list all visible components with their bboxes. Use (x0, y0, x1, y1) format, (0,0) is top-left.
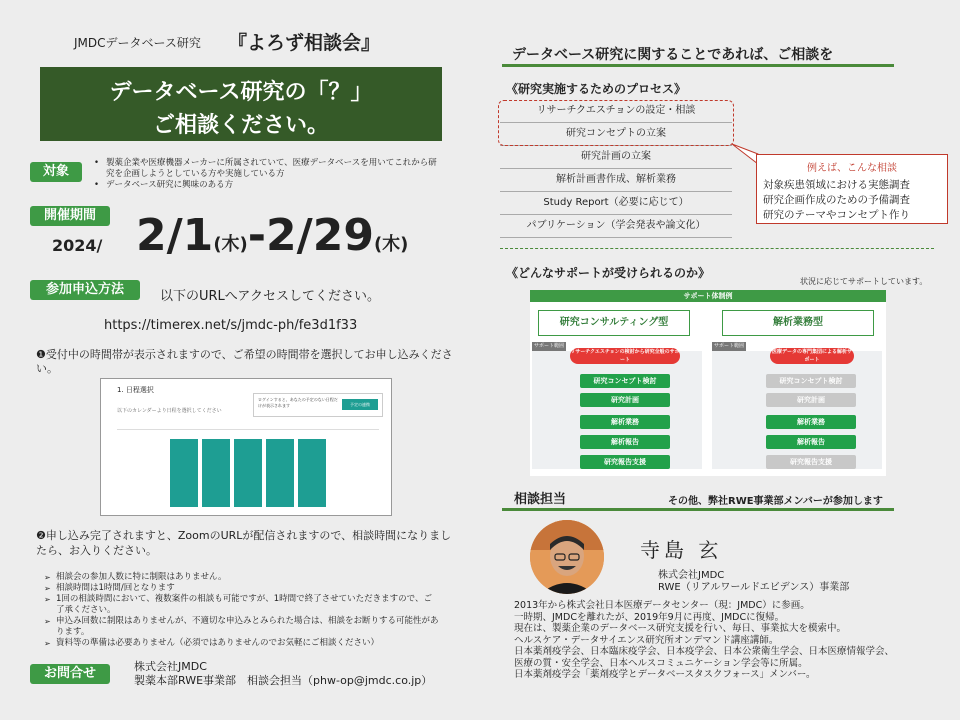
period-year: 2024/ (52, 236, 103, 255)
left-support-item: 解析業務 (580, 415, 670, 429)
left-support-item: 研究計画 (580, 393, 670, 407)
banner-line-2: ご相談ください。 (152, 113, 329, 138)
calendar-title: 1. 日程選択 (117, 386, 154, 394)
right-scope (712, 351, 882, 469)
time-slot[interactable] (297, 438, 327, 508)
target-item: • 製薬企業や医療機器メーカーに所属されていて、医療データベースを用いてこれから研究を企画しようとしている方や実施している方 (90, 158, 440, 180)
calendar-note: 以下のカレンダーより日程を選択してください (117, 408, 222, 414)
main-banner (40, 67, 442, 141)
time-slot[interactable] (265, 438, 295, 508)
right-heading-rule (502, 64, 894, 67)
example-item: 対象疾患領域における実態調査 (763, 179, 910, 191)
target-item: • データベース研究に興味のある方 (90, 180, 440, 191)
consultant-name: 寺島 玄 (640, 538, 723, 562)
process-step: パブリケーション（学会発表や論文化） (500, 215, 732, 238)
support-title: 《どんなサポートが受けられるのか》 (506, 266, 711, 280)
right-support-item: 研究報告支援 (766, 455, 856, 469)
analysis-type: 解析業務型 (722, 310, 874, 336)
right-top-pill: 医療データの専門集団による解析サポート (771, 349, 852, 363)
contact-dept[interactable]: 製薬本部RWE事業部 相談会担当（phw-op@jmdc.co.jp） (134, 674, 433, 687)
calendar-grid (117, 429, 379, 510)
time-slot[interactable] (233, 438, 263, 508)
consultant-rule (502, 508, 894, 511)
right-support-item: 解析業務 (766, 415, 856, 429)
right-support-item: 研究計画 (766, 393, 856, 407)
left-support-item: 解析報告 (580, 435, 670, 449)
note-item: ➢ 申込み回数に制限はありませんが、不適切な申込みとみられた場合は、相談をお断りする可能性があります。 (40, 616, 440, 638)
consultant-company: 株式会社JMDC (658, 570, 725, 581)
left-support-item: 研究報告支援 (580, 455, 670, 469)
consultant-label: 相談担当 (514, 492, 567, 507)
time-slot[interactable] (169, 438, 199, 508)
consulting-type: 研究コンサルティング型 (538, 310, 690, 336)
date-dash: - (247, 210, 267, 261)
apply-instruction: 以下のURLへアクセスしてください。 (160, 289, 381, 304)
time-slot[interactable] (201, 438, 231, 508)
support-diagram (530, 290, 886, 476)
note-item: ➢ 資料等の準備は必要ありません（必須ではありませんのでお気軽にご相談ください） (40, 638, 440, 649)
event-title: 『よろず相談会』 (228, 32, 381, 54)
example-item: 研究のテーマやコンセプト作り (763, 209, 910, 221)
bio-line: ヘルスケア・データサイエンス研究所オンデマンド講座講師。 (514, 634, 779, 646)
process-step: Study Report（必要に応じて） (500, 192, 732, 215)
process-step: 解析計画書作成、解析業務 (500, 169, 732, 192)
contact-company: 株式会社JMDC (134, 660, 207, 673)
bio-line: 現在は、製薬企業のデータベース研究支援を行い、毎日、事業拡大を模索中。 (514, 623, 847, 634)
note-item: ➢ 相談時間は1時間/回となります (40, 583, 440, 594)
banner-line-1: データベース研究の「？」 (109, 80, 373, 105)
calendar-popup (253, 393, 383, 417)
end-date: 2/29 (266, 210, 374, 261)
left-top-pill: リサーチクエスチョンの検討から研究全般のサポート (570, 349, 680, 363)
process-title: 《研究実施するためのプロセス》 (506, 82, 687, 96)
process-step: 研究コンセプトの立案 (500, 123, 732, 146)
start-date: 2/1 (136, 210, 214, 261)
note-item: ➢ 1回の相談時間において、複数案件の相談も可能ですが、1時間で終了させていただきますので、ご了承ください。 (40, 594, 440, 616)
calendar-popup-button[interactable]: 予定の連携 (342, 399, 378, 410)
process-step: 研究計画の立案 (500, 146, 732, 169)
notes-list (40, 572, 440, 649)
example-box (756, 154, 948, 224)
period-dates (136, 210, 408, 261)
period-label: 開催期間 (30, 206, 110, 226)
left-scope (532, 351, 702, 469)
support-note: 状況に応じてサポートしています。 (800, 277, 928, 286)
avatar-portrait (530, 520, 604, 594)
scope-label: サポート範囲 (713, 343, 744, 349)
bio-line: 日本薬剤疫学会、日本臨床疫学会、日本疫学会、日本公衆衛生学会、日本医療情報学会、 (514, 646, 895, 657)
org-title: JMDCデータベース研究 (74, 36, 201, 50)
contact-label: お問合せ (30, 664, 110, 684)
process-step: リサーチクエスチョンの設定・相談 (500, 100, 732, 123)
start-dow: (木) (213, 234, 248, 255)
consultant-dept: RWE（リアルワールドエビデンス）事業部 (658, 582, 850, 593)
step-2: ❷申し込み完了されますと、ZoomのURLが配信されますので、相談時間になりましたら、お入りください。 (36, 529, 452, 557)
bio-line: 一時期、JMDCを離れたが、2019年9月に再度、JMDCに復帰。 (514, 611, 785, 623)
left-support-item: 研究コンセプト検討 (580, 374, 670, 388)
example-title: 例えば、こんな相談 (807, 163, 897, 174)
target-list (90, 158, 440, 191)
right-support-item: 研究コンセプト検討 (766, 374, 856, 388)
section-divider (500, 248, 934, 249)
apply-url[interactable]: https://timerex.net/s/jmdc-ph/fe3d1f33 (104, 318, 358, 333)
support-header: サポート体制例 (530, 290, 886, 302)
calendar-popup-text: ログインすると、あなたの予定のない日程だけが表示されます (258, 397, 338, 408)
bio-line: 医療の質・安全学会、日本ヘルスコミュニケーション学会等に所属。 (514, 657, 808, 669)
apply-label: 参加申込方法 (30, 280, 140, 300)
step-1: ❶受付中の時間帯が表示されますので、ご希望の時間帯を選択してお申し込みください。 (36, 348, 453, 375)
bio-line: 2013年から株式会社日本医療データセンター（現：JMDC）に参画。 (514, 600, 810, 611)
process-highlight (498, 100, 734, 146)
target-label: 対象 (30, 162, 82, 182)
note-item: ➢ 相談会の参加人数に特に制限はありません。 (40, 572, 440, 583)
calendar-screenshot (100, 378, 392, 516)
right-heading: データベース研究に関することであれば、ご相談を (512, 47, 834, 63)
bio-line: 日本薬剤疫学会「薬剤疫学とデータベースタスクフォース」メンバー。 (514, 669, 816, 680)
scope-label: サポート範囲 (533, 343, 564, 349)
end-dow: (木) (373, 234, 409, 255)
members-note: その他、弊社RWE事業部メンバーが参加します (668, 496, 883, 507)
right-support-item: 解析報告 (766, 435, 856, 449)
avatar (530, 520, 604, 594)
consultant-bio (514, 600, 954, 681)
example-item: 研究企画作成のための予備調査 (763, 194, 910, 206)
